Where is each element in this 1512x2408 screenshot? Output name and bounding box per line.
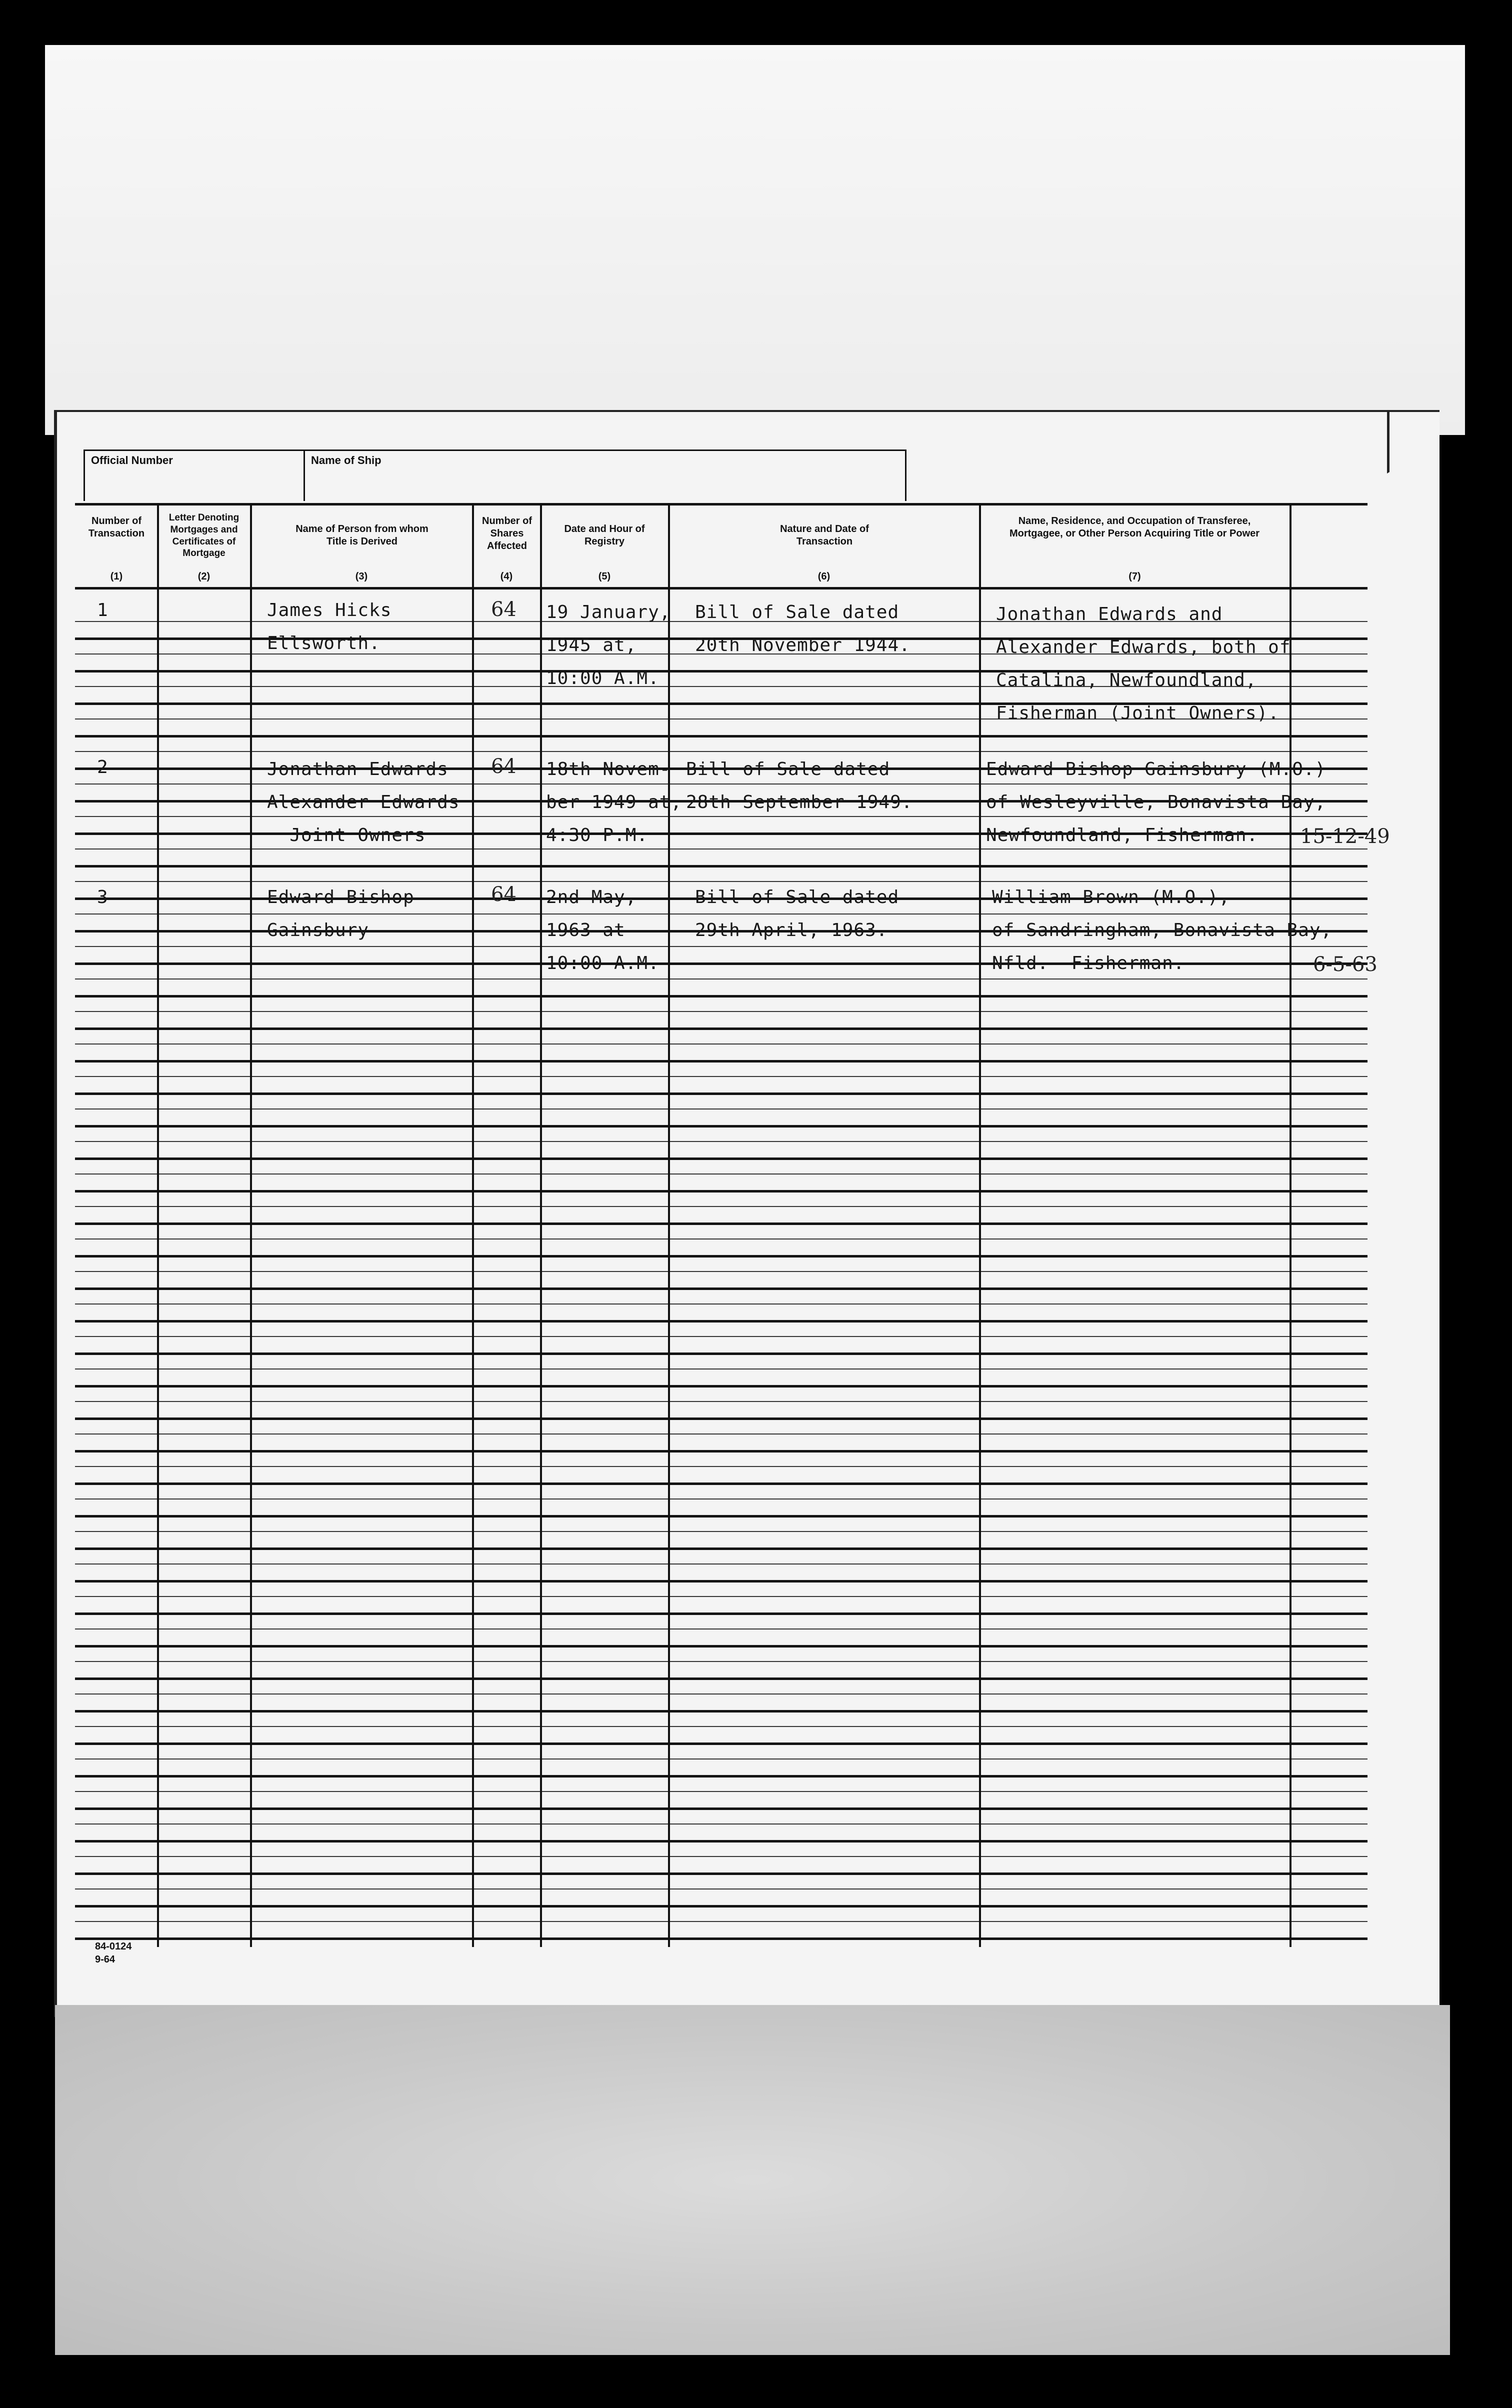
ruled-line	[75, 1905, 1368, 1908]
entry-nature-line: 28th September 1949.	[686, 792, 913, 812]
entry-from-line: Edward Bishop	[267, 887, 414, 908]
official-number-box	[84, 450, 305, 501]
entry-shares: 64	[491, 755, 516, 778]
entry-transferee-line: Catalina, Newfoundland,	[996, 670, 1257, 690]
entry-transferee-line: of Sandringham, Bonavista Bay,	[992, 920, 1332, 940]
entry-number: 1	[97, 600, 108, 620]
ruled-line	[75, 1661, 1368, 1662]
ruled-line	[75, 1028, 1368, 1030]
col-head-title-from: Name of Person from whom Title is Derived	[296, 524, 428, 547]
ruled-line	[75, 1125, 1368, 1128]
ruled-line	[75, 1791, 1368, 1792]
entry-registry-line: 18th Novem-	[546, 759, 671, 780]
col-num-6: (6)	[818, 571, 830, 582]
entry-registry-line: 1963 at	[546, 920, 626, 940]
col-num-4: (4)	[500, 571, 513, 582]
ruled-line	[75, 1320, 1368, 1322]
ruled-line	[75, 1076, 1368, 1077]
entry-number: 3	[97, 887, 108, 908]
column-divider	[668, 503, 670, 1947]
ruled-line	[75, 1092, 1368, 1095]
ruled-line	[75, 978, 1368, 980]
ruled-line	[75, 1141, 1368, 1142]
ruled-line	[75, 816, 1368, 817]
column-divider	[1290, 503, 1292, 1947]
column-divider	[157, 503, 159, 1947]
col-head-mortgage-letter: Letter Denoting Mortgages and Certificates of Mortgage	[168, 512, 240, 559]
ruled-line	[75, 1158, 1368, 1160]
ruled-line	[75, 1710, 1368, 1712]
form-date: 9-64	[95, 1954, 116, 1965]
ruled-line	[75, 1678, 1368, 1680]
entry-nature-line: Bill of Sale dated	[695, 602, 900, 622]
entry-registry-line: 10:00 A.M.	[546, 953, 660, 974]
ruled-line	[75, 1482, 1368, 1485]
ruled-line	[75, 1222, 1368, 1225]
ruled-line	[75, 881, 1368, 882]
entry-nature-line: 29th April, 1963.	[695, 920, 888, 940]
ruled-line	[75, 1288, 1368, 1290]
entry-from-line: Ellsworth.	[267, 633, 380, 654]
entry-number: 2	[97, 757, 108, 778]
ruled-line	[75, 1612, 1368, 1615]
entry-from-line: Joint Owners	[267, 825, 426, 846]
ship-name-label: Name of Ship	[311, 454, 382, 466]
scan-backing-top	[45, 45, 1465, 435]
header-bottom-rule	[75, 587, 1368, 590]
entry-registry-line: 1945 at,	[546, 635, 637, 656]
ruled-line	[75, 1498, 1368, 1500]
ruled-line	[75, 1385, 1368, 1388]
entry-transferee-line: Edward Bishop Gainsbury (M.O.)	[986, 759, 1326, 780]
ruled-line	[75, 1108, 1368, 1110]
entry-note: 6-5-63	[1313, 953, 1378, 976]
col-head-registry: Date and Hour of Registry	[564, 524, 645, 547]
ruled-line	[75, 1352, 1368, 1355]
entry-note: 15-12-49	[1300, 825, 1390, 848]
ruled-line	[75, 1368, 1368, 1370]
col-head-nature: Nature and Date of Transaction	[780, 524, 869, 547]
ruled-line	[75, 1775, 1368, 1778]
page-curl	[1387, 412, 1444, 474]
column-divider	[250, 503, 252, 1947]
ruled-line	[75, 1856, 1368, 1857]
col-num-5: (5)	[598, 571, 611, 582]
ruled-line	[75, 735, 1368, 738]
entry-registry-line: ber 1949 at,	[546, 792, 682, 812]
entry-shares: 64	[491, 883, 516, 906]
ruled-line	[75, 1206, 1368, 1207]
col-head-transaction-number: Number of Transaction	[88, 516, 145, 539]
ruled-line	[75, 1938, 1368, 1940]
entry-transferee-line: Nfld. Fisherman.	[992, 953, 1185, 974]
official-number-label: Official Number	[91, 454, 173, 466]
entry-nature-line: Bill of Sale dated	[686, 759, 890, 780]
entry-registry-line: 19 January,	[546, 602, 671, 622]
ruled-line	[75, 946, 1368, 947]
ruled-line	[75, 1011, 1368, 1012]
col-num-3: (3)	[355, 571, 368, 582]
ruled-line	[75, 1726, 1368, 1727]
entry-registry-line: 2nd May,	[546, 887, 637, 908]
ruled-line	[75, 1628, 1368, 1630]
entry-registry-line: 10:00 A.M.	[546, 668, 660, 688]
ruled-line	[75, 995, 1368, 998]
ruled-line	[75, 1758, 1368, 1760]
ruled-line	[75, 1888, 1368, 1890]
ruled-line	[75, 1060, 1368, 1062]
ruled-line	[75, 1190, 1368, 1192]
col-head-shares: Number of Shares Affected	[482, 516, 532, 552]
ruled-line	[75, 1466, 1368, 1467]
ruled-line	[75, 751, 1368, 752]
ruled-line	[75, 1336, 1368, 1337]
entry-transferee-line: Fisherman (Joint Owners).	[996, 703, 1280, 724]
ruled-line	[75, 1742, 1368, 1745]
ruled-line	[75, 865, 1368, 868]
ruled-line	[75, 1872, 1368, 1875]
entry-from-line: James Hicks	[267, 600, 392, 620]
ruled-line	[75, 1450, 1368, 1452]
ruled-line	[75, 1255, 1368, 1258]
entry-transferee-line: of Wesleyville, Bonavista Bay,	[986, 792, 1326, 812]
entry-nature-line: 20th November 1944.	[695, 635, 910, 656]
register-form-sheet	[54, 410, 1440, 2017]
ruled-line	[75, 1580, 1368, 1582]
entry-transferee-line: William Brown (M.O.),	[992, 887, 1230, 908]
entry-from-line: Gainsbury	[267, 920, 370, 940]
ruled-line	[75, 1548, 1368, 1550]
ruled-line	[75, 1808, 1368, 1810]
entry-registry-line: 4:30 P.M.	[546, 825, 648, 846]
column-divider	[472, 503, 474, 1947]
entry-nature-line: Bill of Sale dated	[695, 887, 900, 908]
ruled-line	[75, 1271, 1368, 1272]
column-divider	[540, 503, 542, 1947]
entry-shares: 64	[491, 598, 516, 621]
entry-transferee-line: Alexander Edwards, both of	[996, 637, 1291, 658]
table-top-rule	[75, 503, 1368, 506]
column-divider	[979, 503, 981, 1947]
ruled-line	[75, 1401, 1368, 1402]
ruled-line	[75, 1840, 1368, 1842]
form-code: 84-0124	[95, 1941, 132, 1952]
ruled-line	[75, 1515, 1368, 1518]
ruled-line	[75, 848, 1368, 850]
ruled-line	[75, 1921, 1368, 1922]
ruled-line	[75, 1238, 1368, 1240]
ruled-line	[75, 1418, 1368, 1420]
ruled-line	[75, 1645, 1368, 1648]
entry-transferee-line: Newfoundland, Fisherman.	[986, 825, 1258, 846]
col-num-7: (7)	[1128, 571, 1141, 582]
ruled-line	[75, 1596, 1368, 1597]
entry-from-line: Alexander Edwards	[267, 792, 460, 812]
entry-transferee-line: Jonathan Edwards and	[996, 604, 1223, 624]
col-num-1: (1)	[110, 571, 123, 582]
ship-name-box	[304, 450, 906, 501]
scan-backing-bottom	[55, 2005, 1450, 2355]
col-num-2: (2)	[198, 571, 210, 582]
col-head-transferee: Name, Residence, and Occupation of Transferee, Mortgagee, or Other Person Acquiring Title or Power	[1009, 516, 1260, 539]
entry-from-line: Jonathan Edwards	[267, 759, 448, 780]
ruled-line	[75, 1531, 1368, 1532]
